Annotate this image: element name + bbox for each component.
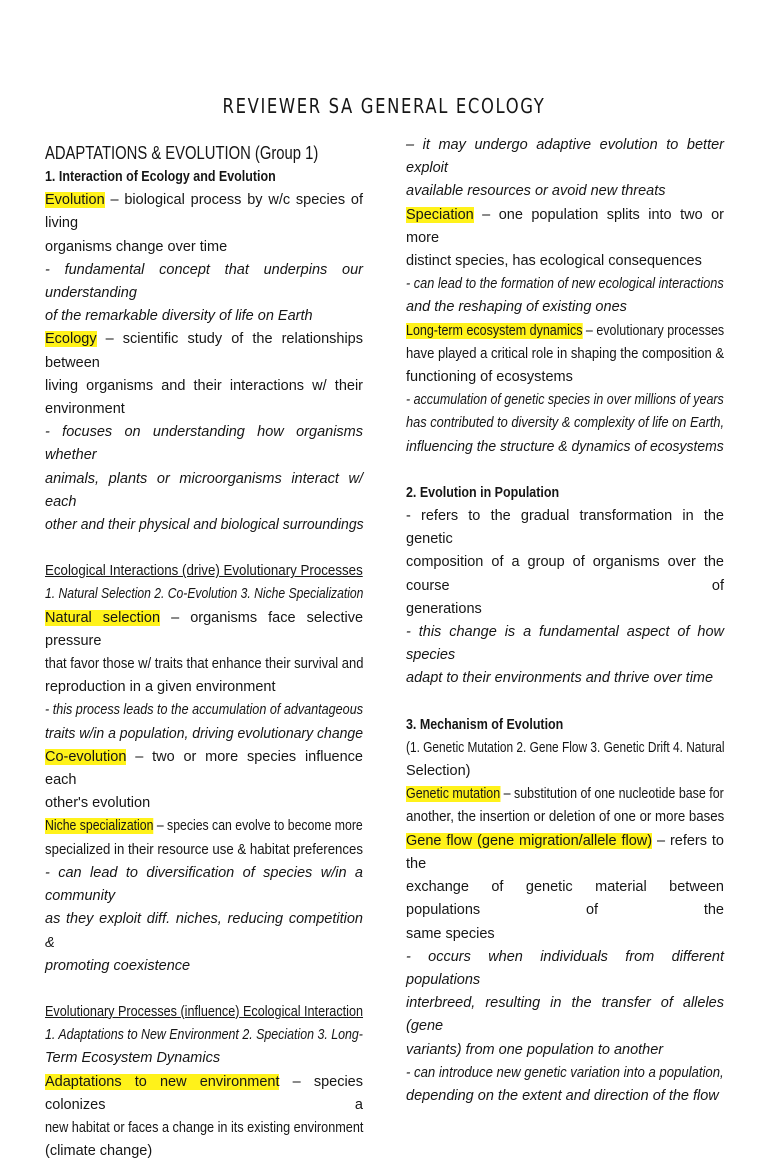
term-highlight: Long-term ecosystem dynamics: [406, 322, 583, 339]
text-line: reproduction in a given environment: [45, 679, 276, 696]
subheading-evolutionary-processes: Evolutionary Processes (influence) Ecological Interaction: [45, 1003, 364, 1020]
text-line: (climate change): [45, 1143, 153, 1160]
note-line: - this process leads to the accumulation of advantageous: [45, 702, 364, 719]
page-title: REVIEWER SA GENERAL ECOLOGY: [222, 94, 546, 118]
term-highlight: Speciation: [406, 206, 474, 223]
note-line: - can introduce new genetic variation into a population,: [406, 1064, 724, 1081]
text-line: organisms change over time: [45, 238, 228, 255]
text-line: environment: [45, 401, 125, 418]
note-line: - can lead to diversification of species w/in a community: [45, 864, 363, 905]
definition-gene-flow: Gene flow (gene migration/allele flow) – refers to the: [406, 832, 724, 872]
term-highlight: Evolution: [45, 192, 105, 209]
note-line: - occurs when individuals from different populations: [406, 948, 724, 988]
subsection-title: 3. Mechanism of Evolution: [406, 716, 564, 733]
definition-long-term-ecosystem-dynamics: Long-term ecosystem dynamics – evolutionary processes: [406, 322, 725, 339]
text-line: functioning of ecosystems: [406, 369, 573, 386]
text-line: another, the insertion or deletion of one or more bases: [406, 809, 725, 826]
text-line: other's evolution: [45, 795, 151, 812]
subsection-title: 2. Evolution in Population: [406, 484, 560, 501]
note-line: – it may undergo adaptive evolution to better exploit: [406, 137, 724, 177]
text-line: composition of a group of organisms over the course of: [406, 554, 724, 594]
list-line: Term Ecosystem Dynamics: [45, 1050, 221, 1067]
note-line: animals, plants or microorganisms interact w/ each: [45, 470, 363, 510]
note-line: of the remarkable diversity of life on Earth: [45, 308, 313, 325]
right-column: [406, 134, 724, 1108]
note-line: - accumulation of genetic species in over millions of years: [406, 392, 724, 409]
note-line: - this change is a fundamental aspect of how species: [406, 624, 724, 664]
text-line: exchange of genetic material between populations of the: [406, 879, 724, 919]
term-highlight: Niche specialization: [45, 818, 154, 835]
subheading-ecological-interactions: Ecological Interactions (drive) Evolutionary Processes: [45, 563, 363, 580]
list-line: Selection): [406, 763, 471, 780]
term-highlight: Co-evolution: [45, 748, 127, 765]
note-line: promoting coexistence: [45, 957, 191, 974]
note-line: traits w/in a population, driving evolutionary change: [45, 725, 364, 742]
note-line: other and their physical and biological surroundings: [45, 517, 364, 534]
definition-adaptations: Adaptations to new environment – species colonizes a: [45, 1073, 363, 1113]
definition-evolution: Evolution – biological process by w/c species of living: [45, 192, 363, 232]
text-line: that favor those w/ traits that enhance their survival and: [45, 656, 364, 673]
list-line: (1. Genetic Mutation 2. Gene Flow 3. Genetic Drift 4. Natural: [406, 739, 725, 756]
note-line: - focuses on understanding how organisms whether: [45, 424, 363, 464]
note-line: as they exploit diff. niches, reducing competition &: [45, 911, 363, 951]
term-highlight: Genetic mutation: [406, 786, 501, 803]
text-line: have played a critical role in shaping the composition &: [406, 345, 725, 362]
term-highlight: Adaptations to new environment: [45, 1073, 280, 1090]
section-heading: ADAPTATIONS & EVOLUTION (Group 1): [45, 142, 319, 163]
note-line: variants) from one population to another: [406, 1041, 664, 1058]
text-line: living organisms and their interactions w/ their: [45, 377, 363, 394]
definition-natural-selection: Natural selection – organisms face selective pressure: [45, 609, 364, 649]
list-line: 1. Adaptations to New Environment 2. Speciation 3. Long-: [45, 1027, 363, 1044]
text-line: generations: [406, 600, 482, 617]
term-highlight: Natural selection: [45, 609, 161, 626]
text-line: new habitat or faces a change in its existing environment: [45, 1119, 364, 1136]
left-column: [45, 140, 363, 1163]
list-line: 1. Natural Selection 2. Co-Evolution 3. Niche Specialization: [45, 586, 364, 603]
note-line: depending on the extent and direction of the flow: [406, 1087, 719, 1104]
definition-niche-specialization: Niche specialization – species can evolve to become more: [45, 818, 363, 835]
note-line: - can lead to the formation of new ecological interactions: [406, 276, 724, 293]
text-line: distinct species, has ecological consequences: [406, 253, 702, 270]
definition-genetic-mutation: Genetic mutation – substitution of one nucleotide base for: [406, 786, 724, 803]
note-line: - fundamental concept that underpins our understanding: [45, 261, 363, 302]
note-line: available resources or avoid new threats: [406, 183, 666, 200]
note-line: interbreed, resulting in the transfer of alleles (gene: [406, 995, 724, 1035]
subsection-title: 1. Interaction of Ecology and Evolution: [45, 169, 276, 185]
note-line: and the reshaping of existing ones: [406, 299, 627, 316]
term-highlight: Ecology: [45, 331, 97, 348]
note-line: influencing the structure & dynamics of ecosystems: [406, 438, 724, 455]
text-line: specialized in their resource use & habitat preferences: [45, 841, 363, 858]
text-line: same species: [406, 925, 495, 942]
definition-ecology: Ecology – scientific study of the relationships between: [45, 331, 363, 371]
text-line: - refers to the gradual transformation in the genetic: [406, 508, 724, 548]
note-line: adapt to their environments and thrive over time: [406, 670, 714, 687]
definition-speciation: Speciation – one population splits into two or more: [406, 206, 724, 246]
term-highlight: Gene flow (gene migration/allele flow): [406, 832, 653, 849]
definition-co-evolution: Co-evolution – two or more species influence each: [45, 748, 363, 789]
note-line: has contributed to diversity & complexity of life on Earth,: [406, 415, 725, 432]
